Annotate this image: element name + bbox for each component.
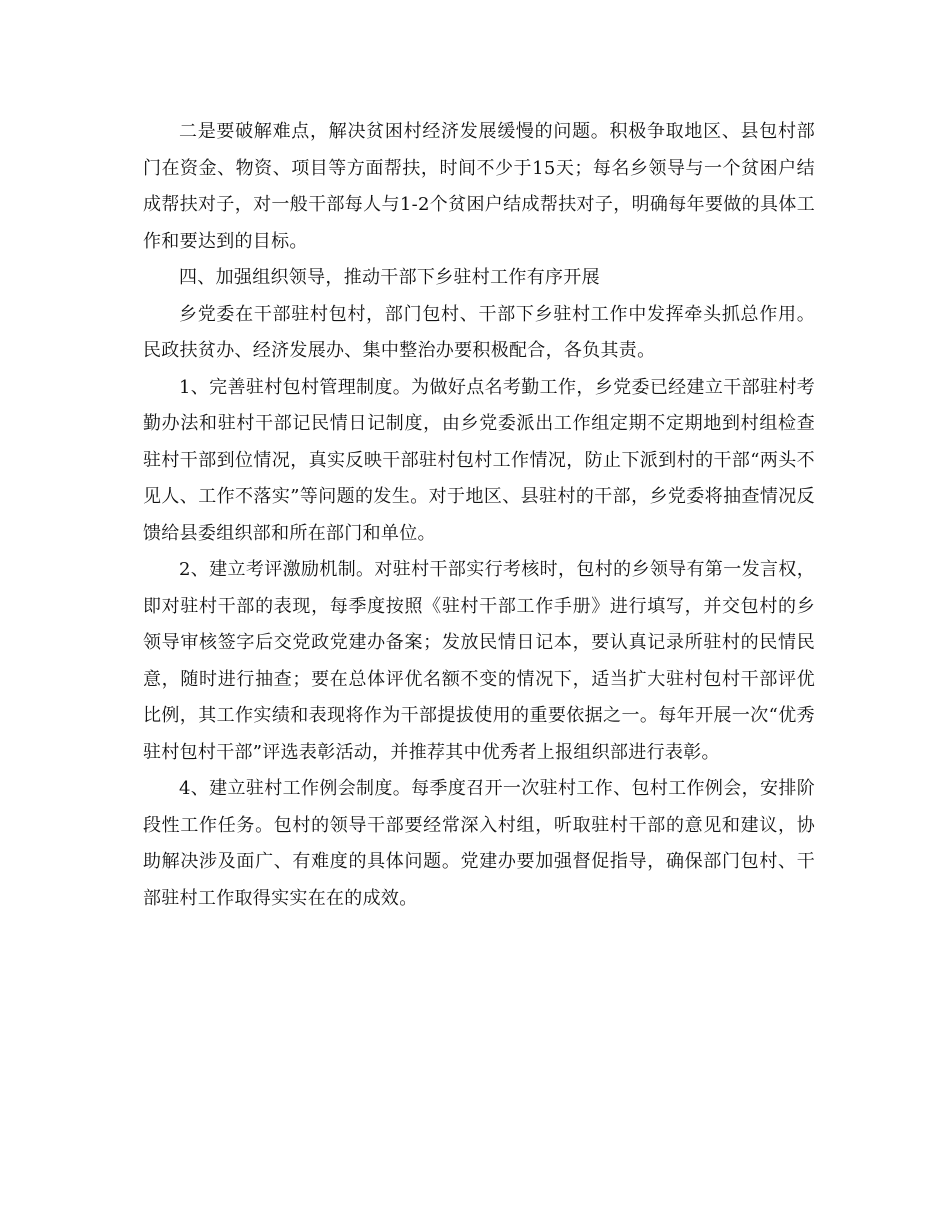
paragraph-poverty-difficulties: 二是要破解难点，解决贫困村经济发展缓慢的问题。积极争取地区、县包村部门在资金、物资、项目等方面帮扶，时间不少于15天；每名乡领导与一个贫困户结成帮扶对子，对一般干部每人与1-2个贫困户结成帮扶对子，明确每年要做的具体工作和要达到的目标。 <box>143 121 815 252</box>
paragraph-management-system: 1、完善驻村包村管理制度。为做好点名考勤工作，乡党委已经建立干部驻村考勤办法和驻村干部记民情日记制度，由乡党委派出工作组定期不定期地到村组检查驻村干部到位情况，真实反映干部驻村包村工作情况，防止下派到村的干部“两头不见人、工作不落实”等问题的发生。对于地区、县驻村的干部，乡党委将抽查情况反馈给县委组织部和所在部门和单位。 <box>143 376 815 544</box>
paragraph-regular-meetings: 4、建立驻村工作例会制度。每季度召开一次驻村工作、包村工作例会，安排阶段性工作任务。包村的领导干部要经常深入村组，听取驻村干部的意见和建议，协助解决涉及面广、有难度的具体问题。党建办要加强督促指导，确保部门包村、干部驻村工作取得实实在在的成效。 <box>143 778 815 909</box>
paragraph-evaluation-incentive: 2、建立考评激励机制。对驻村干部实行考核时，包村的乡领导有第一发言权，即对驻村干部的表现，每季度按照《驻村干部工作手册》进行填写，并交包村的乡领导审核签字后交党政党建办备案；发放民情日记本，要认真记录所驻村的民情民意，随时进行抽查；要在总体评优名额不变的情况下，适当扩大驻村包村干部评优比例，其工作实绩和表现将作为干部提拔使用的重要依据之一。每年开展一次“优秀驻村包村干部”评选表彰活动，并推荐其中优秀者上报组织部进行表彰。 <box>143 559 815 763</box>
paragraph-party-committee-role: 乡党委在干部驻村包村，部门包村、干部下乡驻村工作中发挥牵头抓总作用。民政扶贫办、经济发展办、集中整治办要积极配合，各负其责。 <box>143 303 815 361</box>
document-body <box>143 114 815 917</box>
section-heading-leadership: 四、加强组织领导，推动干部下乡驻村工作有序开展 <box>179 267 600 288</box>
